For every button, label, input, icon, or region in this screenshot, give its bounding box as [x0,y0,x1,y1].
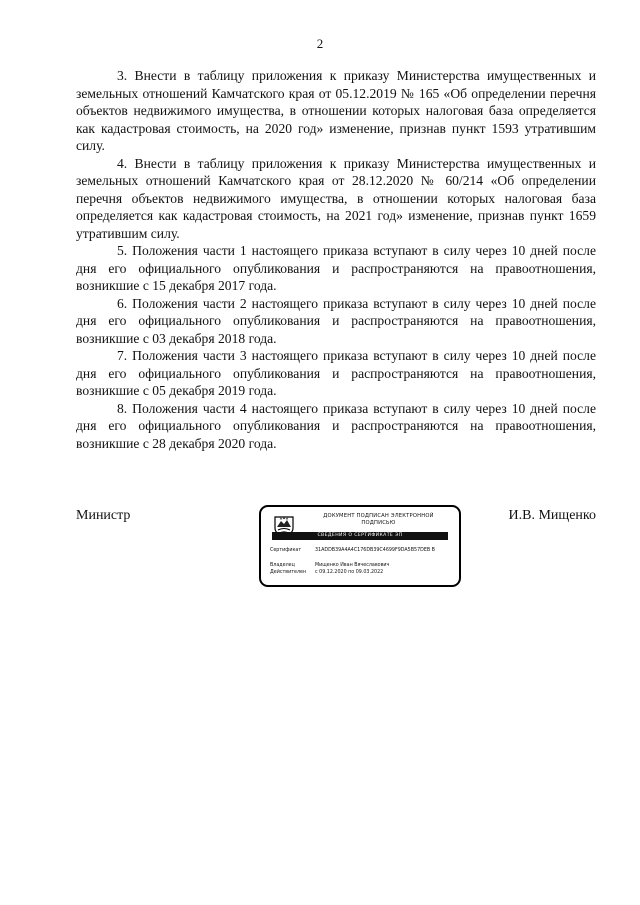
owner-value: Мищенко Иван Вячеславович [315,563,390,568]
validity-label: Действителен [270,570,307,575]
document-body [76,67,596,452]
stamp-title: ДОКУМЕНТ ПОДПИСАН ЭЛЕКТРОННОЙ ПОДПИСЬЮ [323,513,434,526]
electronic-signature-stamp [259,505,461,587]
certificate-info-bar: СВЕДЕНИЯ О СЕРТИФИКАТЕ ЭП [272,532,448,540]
paragraph-7: 7. Положения части 3 настоящего приказа вступают в силу через 10 дней после дня его официального опубликования и распространяются на правоотношения, возникшие с 05 декабря 2019 года. [76,348,596,398]
paragraph-8: 8. Положения части 4 настоящего приказа вступают в силу через 10 дней после дня его официального опубликования и распространяются на правоотношения, возникшие с 28 декабря 2020 года. [76,400,596,451]
signer-name: И.В. Мищенко [508,508,596,523]
page-number: 2 [316,36,324,51]
certificate-value: 31ADDB39A4A4C176DB39C4699F9DA5B57DEB B [315,548,435,553]
owner-label: Владелец [270,563,295,568]
paragraph-5: 5. Положения части 1 настоящего приказа вступают в силу через 10 дней после дня его официального опубликования и распространяются на правоотношения, возникшие с 15 декабря 2017 года. [76,243,596,293]
signer-position: Министр [76,508,131,523]
paragraph-3: 3. Внести в таблицу приложения к приказу Министерства имущественных и земельных отношений Камчатского края от 05.12.2019 № 165 «Об определении перечня объектов недвижимого имущества, в отношении которых налоговая база определяется как кадастровая стоимость, на 2020 год» изменение, признав пункт 1593 утратившим силу. [76,68,596,153]
paragraph-4: 4. Внести в таблицу приложения к приказу Министерства имущественных и земельных отношений Камчатского края от 28.12.2020 № 60/214 «Об определении перечня объектов недвижимого имущества, в отношении которых налоговая база определяется как кадастровая стоимость, на 2021 год» изменение, признав пункт 1659 утратившим силу. [76,155,596,241]
validity-value: с 09.12.2020 по 09.03.2022 [315,570,384,575]
paragraph-6: 6. Положения части 2 настоящего приказа вступают в силу через 10 дней после дня его официального опубликования и распространяются на правоотношения, возникшие с 03 декабря 2018 года. [76,295,596,346]
certificate-label: Сертификат [270,548,302,553]
signature-block [76,508,596,598]
